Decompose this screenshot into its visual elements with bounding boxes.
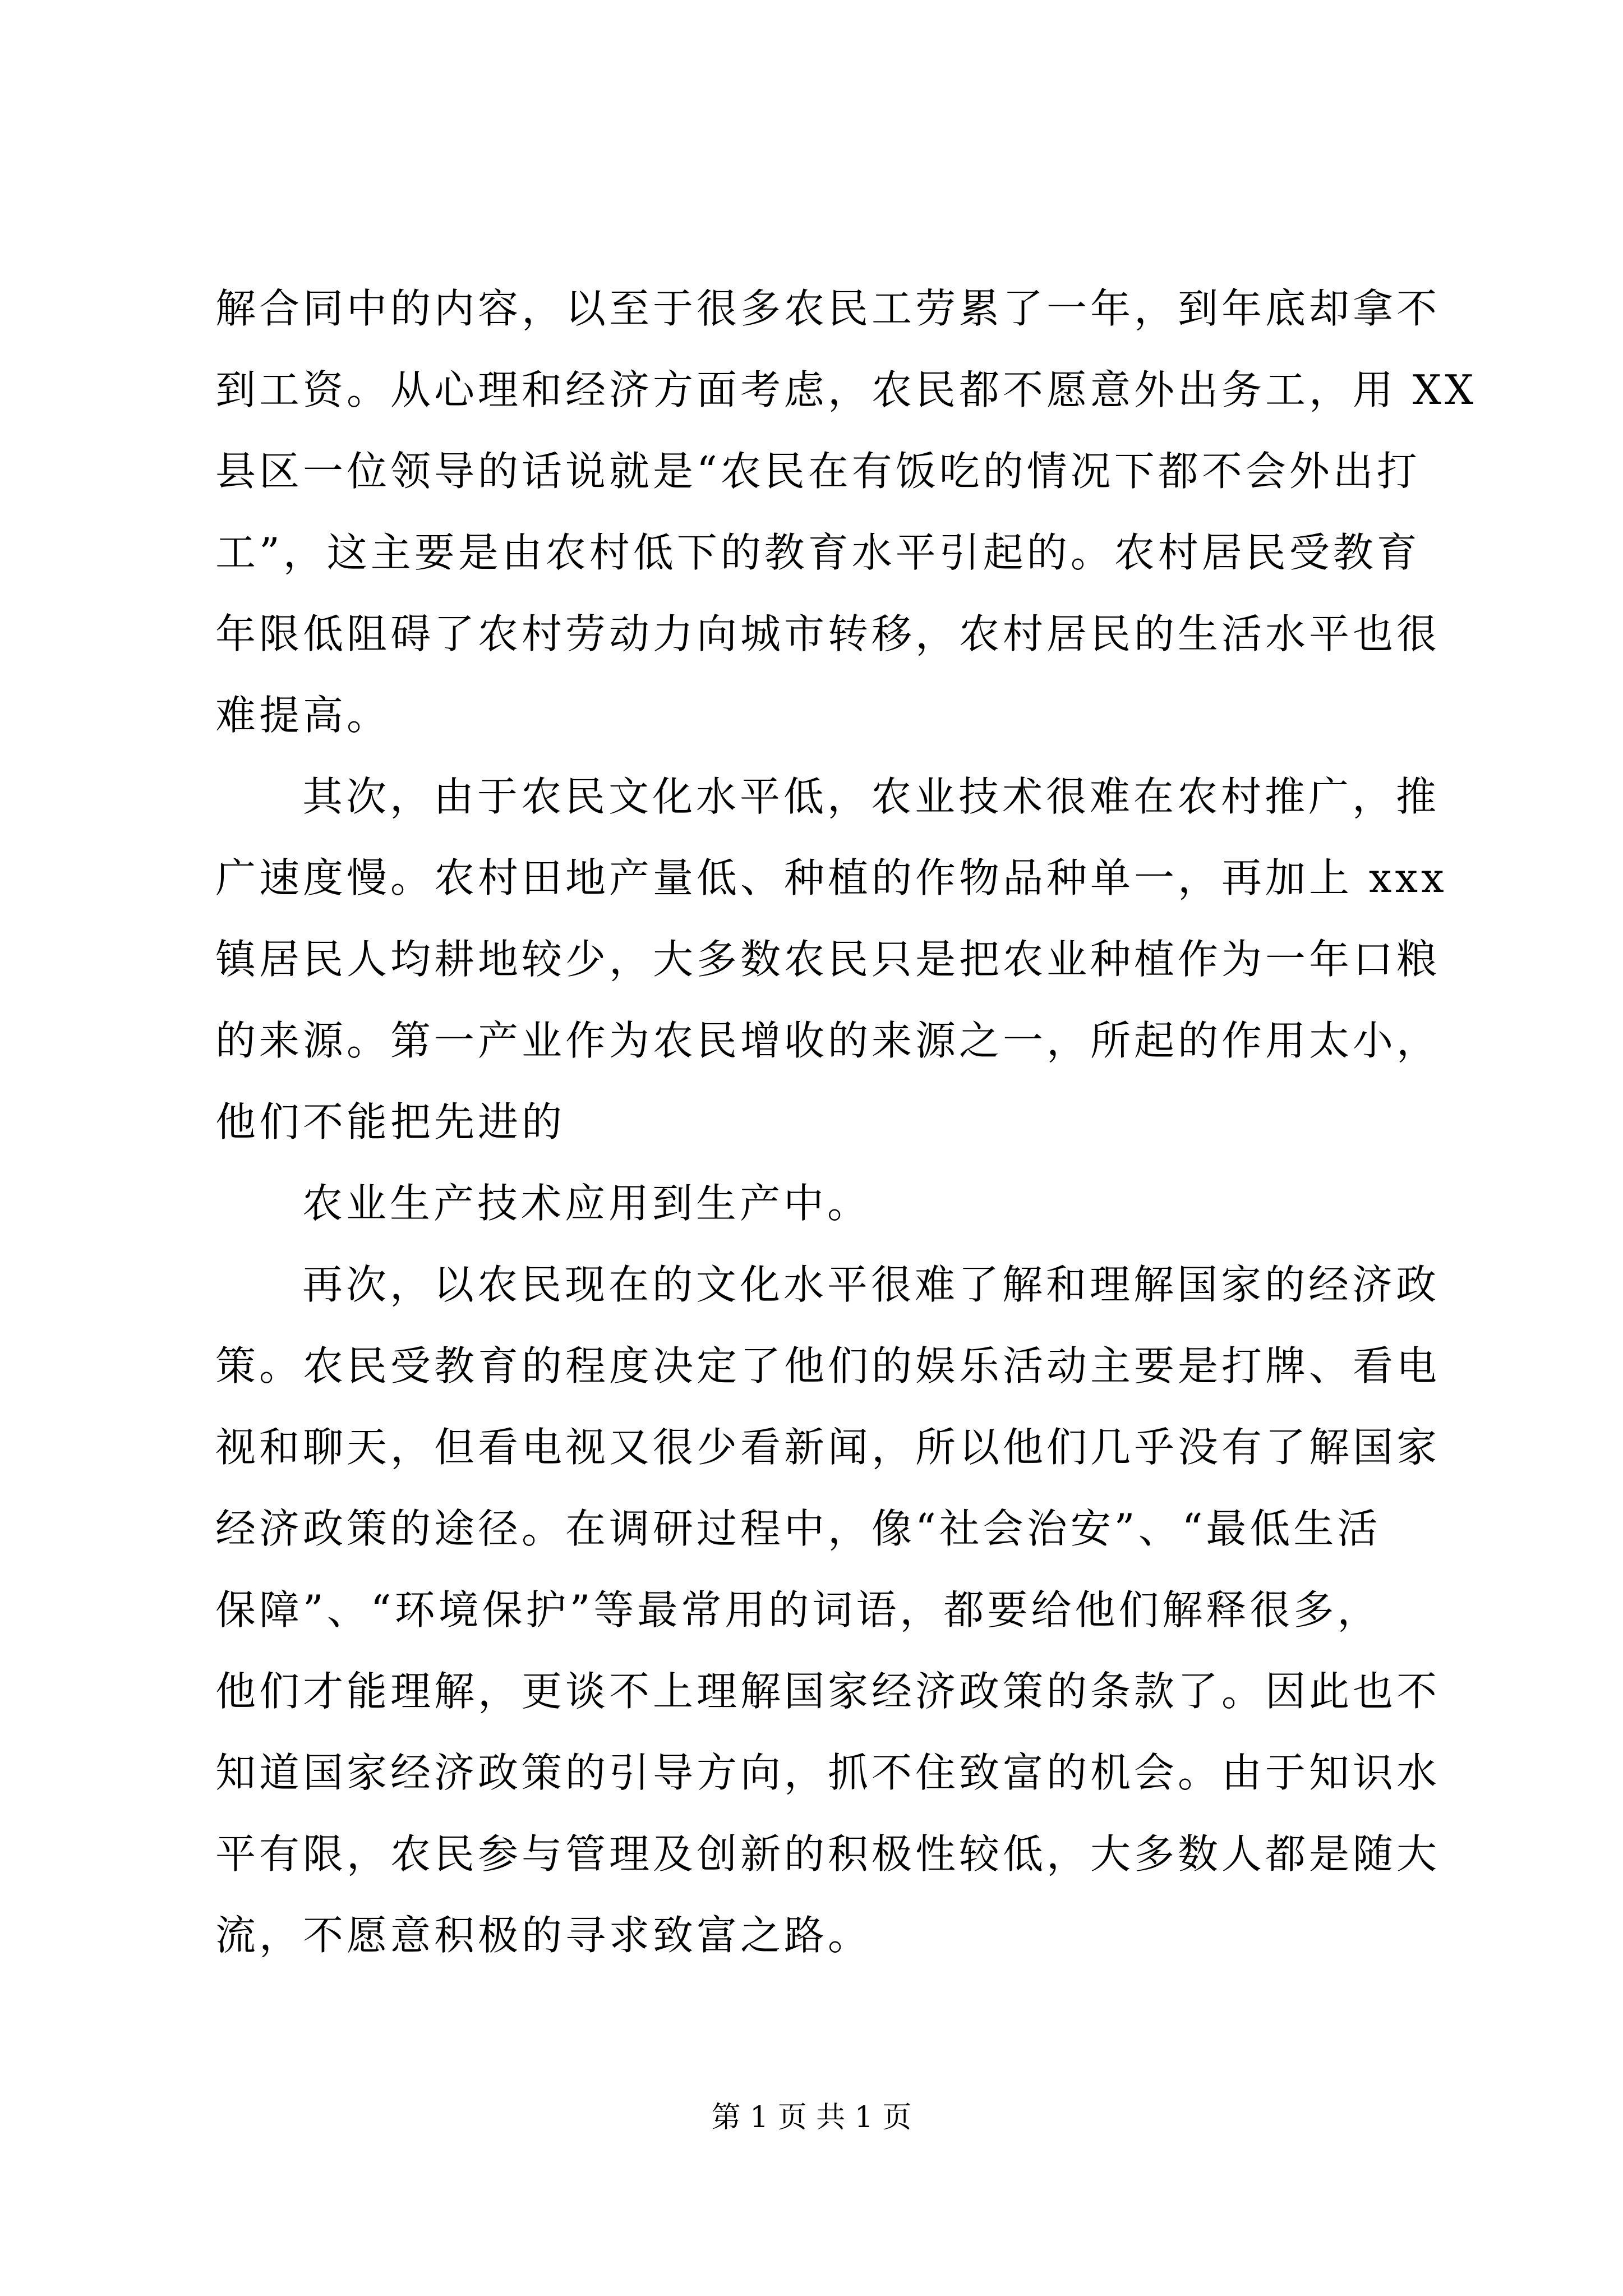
- text-line: 工”，这主要是由农村低下的教育水平引起的。农村居民受教育: [215, 529, 1421, 576]
- text-line: 到工资。从心理和经济方面考虑，农民都不愿意外出务工，用 XX: [215, 366, 1477, 413]
- text-line: 年限低阻碍了农村劳动力向城市转移，农村居民的生活水平也很: [215, 610, 1441, 657]
- text-line-indented: 农业生产技术应用到生产中。: [302, 1180, 872, 1227]
- page-number-footer: 第 1 页 共 1 页: [711, 2101, 912, 2134]
- text-line: 难提高。: [215, 692, 391, 739]
- text-line: 流，不愿意积极的寻求致富之路。: [215, 1912, 872, 1959]
- text-line: 知道国家经济政策的引导方向，抓不住致富的机会。由于知识水: [215, 1749, 1441, 1796]
- text-line: 镇居民人均耕地较少，大多数农民只是把农业种植作为一年口粮: [215, 936, 1441, 983]
- text-line: 视和聊天，但看电视又很少看新闻，所以他们几乎没有了解国家: [215, 1424, 1441, 1471]
- text-line: 平有限，农民参与管理及创新的积极性较低，大多数人都是随大: [215, 1830, 1441, 1878]
- text-line-indented: 其次，由于农民文化水平低，农业技术很难在农村推广，推: [302, 773, 1440, 820]
- text-line: 保障”、“环境保护”等最常用的词语，都要给他们解释很多，: [215, 1586, 1381, 1634]
- text-line: 他们不能把先进的: [215, 1098, 566, 1145]
- text-line: 策。农民受教育的程度决定了他们的娱乐活动主要是打牌、看电: [215, 1342, 1441, 1389]
- text-line: 经济政策的途径。在调研过程中，像“社会治安”、“最低生活: [215, 1505, 1381, 1552]
- text-line: 他们才能理解，更谈不上理解国家经济政策的条款了。因此也不: [215, 1668, 1441, 1715]
- text-line: 的来源。第一产业作为农民增收的来源之一，所起的作用太小，: [215, 1017, 1441, 1064]
- text-line: 广速度慢。农村田地产量低、种植的作物品种单一，再加上 xxx: [215, 854, 1447, 901]
- text-line-indented: 再次，以农民现在的文化水平很难了解和理解国家的经济政: [302, 1261, 1440, 1308]
- text-line: 解合同中的内容，以至于很多农民工劳累了一年，到年底却拿不: [215, 285, 1441, 332]
- text-line: 县区一位领导的话说就是“农民在有饭吃的情况下都不会外出打: [215, 448, 1421, 495]
